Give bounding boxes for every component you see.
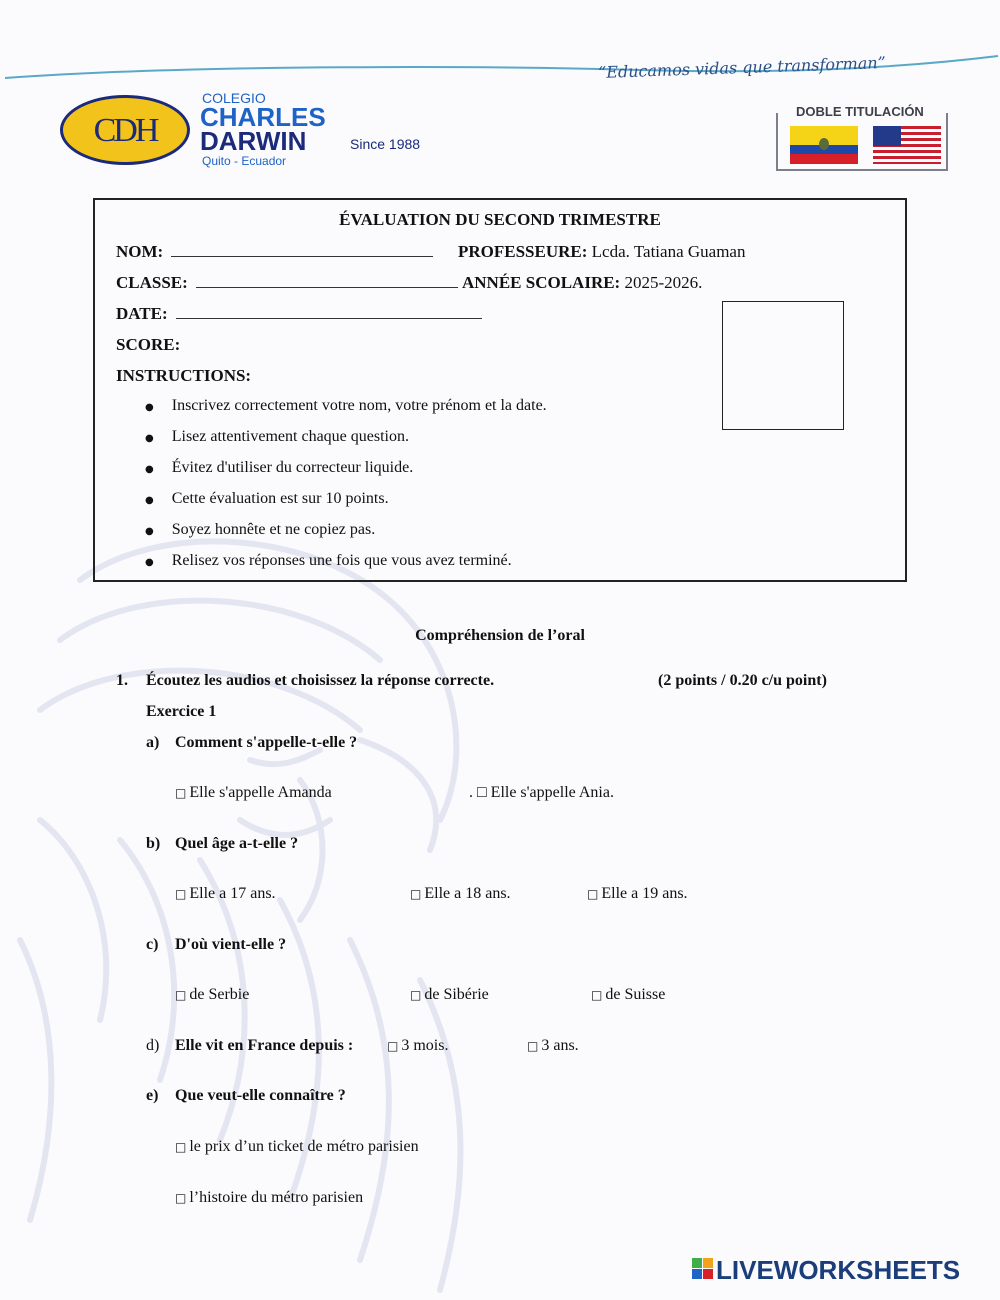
teacher-label: PROFESSEURE: <box>458 242 588 261</box>
liveworksheets-wordmark: LIVEWORKSHEETS <box>716 1255 961 1285</box>
school-name-2: DARWIN <box>200 126 307 156</box>
instructions-label: INSTRUCTIONS: <box>116 366 252 385</box>
checkbox-icon[interactable]: □ <box>591 988 603 1002</box>
school-year-row <box>462 273 702 293</box>
option-a-2[interactable]: . □ Elle s'appelle Ania. <box>469 784 614 801</box>
date-row <box>116 304 482 324</box>
question-1-number: 1. <box>116 672 128 689</box>
instruction-item: ● Soyez honnête et ne copiez pas. <box>145 521 376 538</box>
bullet-icon: ● <box>145 526 154 537</box>
school-name-1: CHARLES <box>200 102 326 132</box>
instruction-item: ● Inscrivez correctement votre nom, votre prénom et la date. <box>145 397 547 414</box>
class-row <box>116 273 458 293</box>
question-b-letter: b) <box>146 835 161 852</box>
school-prefix: COLEGIO <box>202 90 266 106</box>
name-row <box>116 242 433 262</box>
option-b-1[interactable]: □ Elle a 17 ans. <box>175 885 276 902</box>
question-d-letter: d) <box>146 1037 160 1054</box>
bullet-icon: ● <box>145 433 154 444</box>
option-c-3[interactable]: □ de Suisse <box>591 986 666 1003</box>
checkbox-icon[interactable]: □ <box>175 988 187 1002</box>
question-e-text: Que veut-elle connaître ? <box>175 1087 346 1104</box>
teacher-row <box>458 242 745 262</box>
option-b-3[interactable]: □ Elle a 19 ans. <box>587 885 688 902</box>
question-a-letter: a) <box>146 734 160 751</box>
photo-box <box>722 301 844 430</box>
bullet-icon: ● <box>145 495 154 506</box>
school-logo <box>60 90 440 170</box>
option-e-2[interactable]: □ l’histoire du métro parisien <box>175 1189 364 1206</box>
section-title: Compréhension de l’oral <box>415 627 585 644</box>
question-1-text: Écoutez les audios et choisissez la réponse correcte. <box>146 672 495 689</box>
checkbox-icon[interactable]: □ <box>175 786 187 800</box>
score-label: SCORE: <box>116 335 181 354</box>
instruction-item: ● Évitez d'utiliser du correcteur liquide. <box>145 459 414 476</box>
school-slogan: “Educamos vidas que transforman” <box>597 52 887 83</box>
school-year-label: ANNÉE SCOLAIRE: <box>462 273 621 292</box>
bullet-icon: ● <box>145 464 154 475</box>
question-c-letter: c) <box>146 936 159 953</box>
logo-monogram: CDH <box>93 112 157 149</box>
school-since: Since 1988 <box>350 136 421 152</box>
checkbox-icon[interactable]: □ <box>387 1039 399 1053</box>
checkbox-icon[interactable]: □ <box>175 887 187 901</box>
option-b-2[interactable]: □ Elle a 18 ans. <box>410 885 511 902</box>
checkbox-icon[interactable]: □ <box>410 887 422 901</box>
question-c-text: D'où vient-elle ? <box>175 936 287 953</box>
dual-degree-badge <box>776 104 948 171</box>
bullet-icon: ● <box>145 557 154 568</box>
checkbox-icon[interactable]: □ <box>175 1191 187 1205</box>
badge-title: DOBLE TITULACIÓN <box>792 104 928 119</box>
date-field[interactable] <box>176 304 482 319</box>
checkbox-icon[interactable]: □ <box>587 887 599 901</box>
teacher-value: Lcda. Tatiana Guaman <box>591 242 746 261</box>
school-year-value: 2025-2026. <box>624 273 703 292</box>
option-c-2[interactable]: □ de Sibérie <box>410 986 489 1003</box>
logo-emblem <box>60 95 190 165</box>
option-c-1[interactable]: □ de Serbie <box>175 986 250 1003</box>
instruction-item: ● Lisez attentivement chaque question. <box>145 428 409 445</box>
instruction-item: ● Cette évaluation est sur 10 points. <box>145 490 389 507</box>
liveworksheets-icon <box>692 1258 714 1280</box>
option-d-1[interactable]: □ 3 mois. <box>387 1037 449 1054</box>
instruction-item: ● Relisez vos réponses une fois que vous avez terminé. <box>145 552 512 569</box>
name-field[interactable] <box>171 242 433 257</box>
instructions-list <box>145 397 547 583</box>
usa-flag-icon <box>873 126 941 164</box>
question-d-text: Elle vit en France depuis : <box>175 1037 354 1054</box>
checkbox-icon[interactable]: □ <box>527 1039 539 1053</box>
class-field[interactable] <box>196 273 458 288</box>
exercise-title: Exercice 1 <box>146 703 217 720</box>
question-a-text: Comment s'appelle-t-elle ? <box>175 734 358 751</box>
ecuador-flag-icon <box>790 126 858 164</box>
question-e-letter: e) <box>146 1087 159 1104</box>
question-1-points: (2 points / 0.20 c/u point) <box>658 672 827 689</box>
question-b-text: Quel âge a-t-elle ? <box>175 835 299 852</box>
option-e-1[interactable]: □ le prix d’un ticket de métro parisien <box>175 1138 419 1155</box>
option-d-2[interactable]: □ 3 ans. <box>527 1037 579 1054</box>
evaluation-title: ÉVALUATION DU SECOND TRIMESTRE <box>339 210 661 229</box>
date-label: DATE: <box>116 304 168 323</box>
checkbox-icon[interactable]: □ <box>175 1140 187 1154</box>
school-location: Quito - Ecuador <box>202 154 287 168</box>
class-label: CLASSE: <box>116 273 188 292</box>
option-a-1[interactable]: □ Elle s'appelle Amanda <box>175 784 332 801</box>
checkbox-icon[interactable]: □ <box>410 988 422 1002</box>
bullet-icon: ● <box>145 402 154 413</box>
name-label: NOM: <box>116 242 164 261</box>
